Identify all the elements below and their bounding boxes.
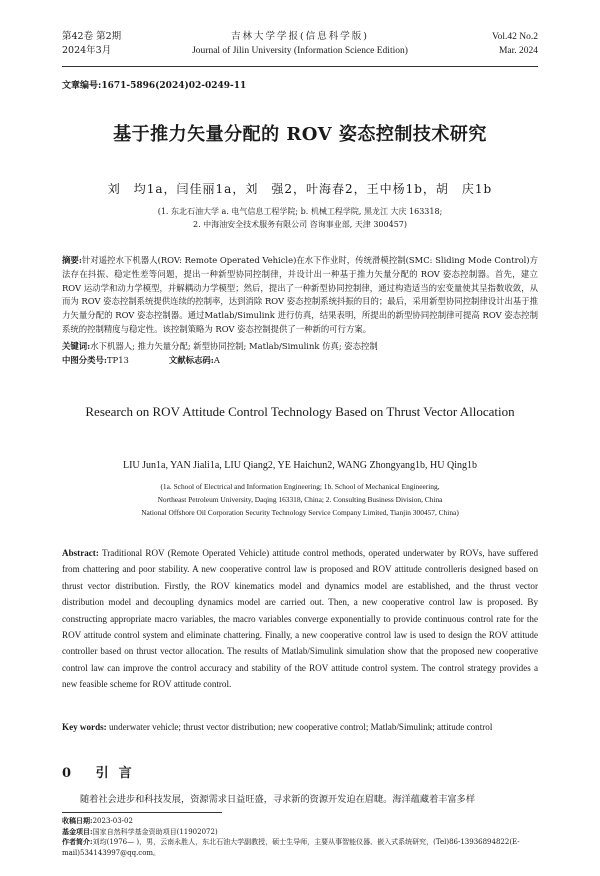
- keywords-en-label: Key words:: [62, 722, 107, 732]
- header-divider: [62, 66, 538, 67]
- abstract-en-text: Traditional ROV (Remote Operated Vehicle) attitude control methods, operated underwater by ROVs, have suffered from chattering and poor stability. A new cooperative control law is proposed and ROV attitude controlleris designed based on thrust vector distribution. Firstly, the ROV kinematics model and dynamics model are established, and the thrust vector distribution model and decoupling dynamics model are carried out. Then, a new cooperative control law is proposed. By constructing appropriate macro variables, the macro variables converge exponentially to provide continuous control rate for the ROV attitude control system and eliminate chattering. Finally, a new cooperative control law is used to design the ROV attitude controller based on thrust vector allocation. The results of Matlab/Simulink simulation show that the proposed new cooperative control law can improve the control accuracy and stability of the ROV attitude control system. The control strategy provides a new feasible scheme for ROV attitude control.: [62, 548, 538, 690]
- abstract-cn-label: 摘要:: [62, 255, 82, 265]
- clc-label: 中图分类号:: [62, 355, 107, 365]
- footnote-divider: [62, 812, 222, 813]
- affiliation-cn-line-1: (1. 东北石油大学 a. 电气信息工程学院; b. 机械工程学院, 黑龙江 大庆 163318;: [157, 207, 443, 216]
- received-label: 收稿日期:: [62, 816, 93, 825]
- footnote-received: [62, 816, 538, 827]
- affiliation-en-line-2: Northeast Petroleum University, Daqing 163318, China; 2. Consulting Business Division, China: [157, 495, 443, 504]
- volume-issue-en: Vol.42 No.2: [491, 32, 538, 42]
- abstract-cn-text: 针对遥控水下机器人(ROV: Remote Operated Vehicle)在水下作业时，传统滑模控制(SMC: Sliding Mode Control)方法存在抖振、稳定性差等问题，提出一种新型协同控制律，并设计出一种基于推力矢量分配的 ROV 姿态控制器。首先，建立 ROV 运动学和动力学模型，并解耦动力学模型；然后，提出了一种新型协同控制律，通过构造适当的宏变量使其呈指数收敛，从而为 ROV 姿态控制系统提供连续的控制率，达到消除 ROV 姿态控制系统抖振的目的；最后，采用新型协同控制律设计出基于推力矢量分配的 ROV 姿态控制器。通过Matlab/Simulink 进行仿真，结果表明，所提出的新型协同控制律可提高 ROV 姿态控制系统的控制精度与稳定性。该控制策略为 ROV 姿态控制提供了一种新的可行方案。: [62, 255, 538, 334]
- fund-label: 基金项目:: [62, 826, 93, 836]
- keywords-en-text: underwater vehicle; thrust vector distribution; new cooperative control; Matlab/Simulink; attitude control: [109, 722, 493, 732]
- affiliation-en-line-3: National Offshore Oil Corporation Security Technology Service Company Limited, Tianjin 300457, China): [141, 508, 459, 517]
- footnote-fund: [62, 827, 538, 838]
- title-english: Research on ROV Attitude Control Technology Based on Thrust Vector Allocation: [85, 404, 515, 419]
- doc-code-value: A: [213, 355, 220, 365]
- date-en: Mar. 2024: [498, 46, 538, 56]
- classification-line: [62, 354, 220, 367]
- header-center: [62, 30, 538, 58]
- received-value: 2023-03-02: [92, 817, 133, 825]
- volume-issue-cn: 第42卷 第2期: [62, 31, 122, 42]
- clc-value: TP13: [106, 355, 129, 365]
- footnote-author: [62, 837, 538, 858]
- abstract-english: [62, 545, 538, 693]
- running-header: [62, 30, 538, 64]
- footnotes: [62, 816, 538, 858]
- keywords-english: [62, 720, 538, 734]
- abstract-chinese: [62, 254, 538, 337]
- keywords-chinese: [62, 340, 538, 353]
- journal-name-en: Journal of Jilin University (Information Science Edition): [192, 46, 408, 56]
- affiliation-en-line-1: (1a. School of Electrical and Information Engineering; 1b. School of Mechanical Engineering,: [160, 482, 440, 491]
- article-number: 文章编号:1671-5896(2024)02-0249-11: [62, 81, 247, 91]
- authors-english: LIU Jun1a, YAN Jiali1a, LIU Qiang2, YE Haichun2, WANG Zhongyang1b, HU Qing1b: [122, 460, 478, 471]
- fund-value: 国家自然科学基金资助项目(11902072): [92, 827, 218, 836]
- abstract-en-label: Abstract:: [62, 548, 99, 558]
- authors-chinese: 刘 均1a，闫佳丽1a，刘 强2，叶海春2，王中杨1b，胡 庆1b: [107, 182, 493, 196]
- header-right: [492, 30, 538, 58]
- body-paragraph: 随着社会进步和科技发展，资源需求日益旺盛，寻求新的资源开发迫在眉睫。海洋蕴藏着丰富多样: [80, 794, 476, 805]
- section-number: 0: [62, 766, 82, 781]
- author-bio-label: 作者简介:: [62, 837, 93, 846]
- keywords-cn-label: 关键词:: [62, 341, 91, 351]
- doc-code-label: 文献标志码:: [168, 355, 214, 365]
- section-title: 引言: [95, 766, 142, 781]
- title-chinese: 基于推力矢量分配的 ROV 姿态控制技术研究: [113, 124, 487, 145]
- section-heading-introduction: [62, 762, 142, 781]
- date-cn: 2024年3月: [62, 45, 112, 56]
- keywords-cn-text: 水下机器人; 推力矢量分配; 新型协同控制; Matlab/Simulink 仿真; 姿态控制: [90, 341, 378, 351]
- journal-name-cn: 吉林大学学报(信息科学版): [231, 31, 369, 42]
- author-bio-value: 刘均(1976— )，男，云南永胜人，东北石油大学副教授，硕士生导师，主要从事智能仪器、嵌入式系统研究，(Tel)86-13936894822(E-mail)534143997@qq.com。: [62, 838, 520, 857]
- affiliation-cn-line-2: 2. 中海油安全技术服务有限公司 咨询事业部, 天津 300457): [192, 220, 407, 229]
